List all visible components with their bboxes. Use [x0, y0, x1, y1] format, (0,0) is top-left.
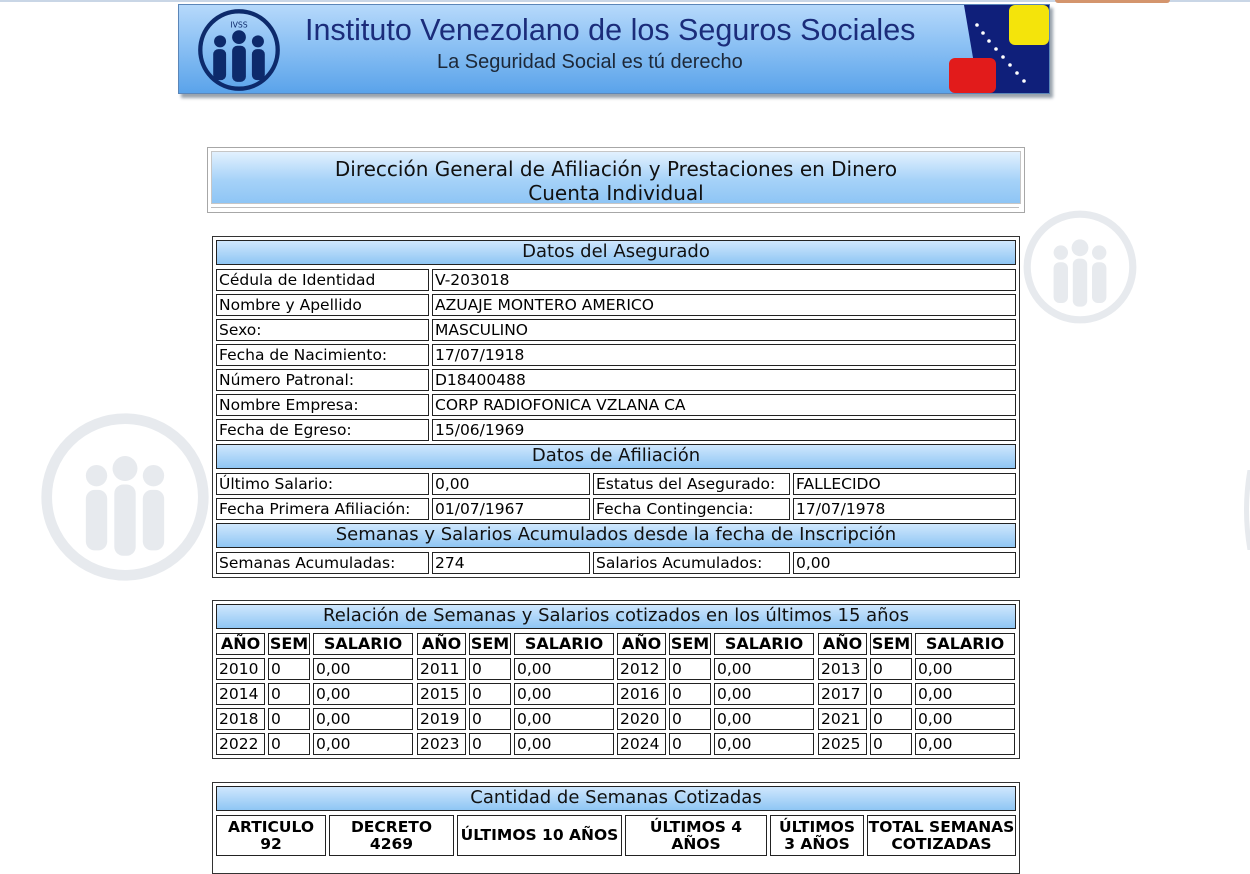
- cotizadas-column-header: ÚLTIMOS 3 AÑOS: [770, 815, 864, 856]
- salarios-acumulados-value: 0,00: [793, 552, 1016, 574]
- relacion-cell: 2023: [417, 733, 466, 755]
- relacion-cell: 0: [669, 658, 711, 680]
- heading-line1: Dirección General de Afiliación y Prestaciones en Dinero: [334, 157, 898, 181]
- relacion-cell: 0,00: [514, 683, 614, 705]
- relacion-cell: 0,00: [714, 708, 814, 730]
- cotizadas-column-header: ÚLTIMOS 4 AÑOS: [625, 815, 767, 856]
- relacion-cell: 0: [268, 683, 310, 705]
- asegurado-label: Número Patronal:: [216, 369, 429, 391]
- relacion-cell: 0: [669, 683, 711, 705]
- banner-subtitle: La Seguridad Social es tú derecho: [437, 51, 743, 73]
- relacion-cell: 0,00: [915, 708, 1015, 730]
- relacion-cell: 0: [669, 733, 711, 755]
- relacion-column-header: SEM: [871, 634, 911, 653]
- ultimo-salario-label: Último Salario:: [216, 473, 429, 495]
- relacion-cell: 0,00: [915, 683, 1015, 705]
- asegurado-value: MASCULINO: [432, 319, 1016, 341]
- relacion-cell: 2018: [216, 708, 265, 730]
- relacion-cell: 0,00: [714, 658, 814, 680]
- relacion-cell: 2010: [216, 658, 265, 680]
- relacion-column-header: AÑO: [818, 633, 867, 655]
- relacion-cell: 0: [469, 733, 511, 755]
- cotizadas-column-header: TOTAL SEMANAS COTIZADAS: [867, 815, 1016, 856]
- ivss-banner: [178, 4, 1050, 94]
- estatus-label: Estatus del Asegurado:: [593, 473, 790, 495]
- relacion-cell: 2021: [818, 708, 867, 730]
- relacion-cell: 0,00: [714, 733, 814, 755]
- cotizadas-column-header: ARTICULO 92: [216, 815, 326, 856]
- relacion-cell: 2013: [818, 658, 867, 680]
- acumulados-header: Semanas y Salarios Acumulados desde la fecha de Inscripción: [216, 523, 1016, 548]
- section-heading: [207, 147, 1025, 213]
- relacion-column-header: SALARIO: [915, 633, 1015, 655]
- afiliacion-header: Datos de Afiliación: [216, 444, 1016, 469]
- relacion-cell: 2012: [617, 658, 666, 680]
- relacion-cell: 0,00: [514, 733, 614, 755]
- relacion-cell: 2024: [617, 733, 666, 755]
- ivss-watermark-right-icon: [1020, 204, 1140, 330]
- asegurado-value: AZUAJE MONTERO AMERICO: [432, 294, 1016, 316]
- heading-divider: [211, 207, 1019, 208]
- relacion-cell: 0: [469, 683, 511, 705]
- relacion-cell: 0: [469, 658, 511, 680]
- estatus-value: FALLECIDO: [793, 473, 1016, 495]
- asegurado-value: CORP RADIOFONICA VZLANA CA: [432, 394, 1016, 416]
- watermark-fragment-icon: [1243, 470, 1250, 550]
- relacion-cell: 0,00: [313, 708, 413, 730]
- relacion-cell: 0,00: [514, 708, 614, 730]
- relacion-cell: 0: [268, 708, 310, 730]
- fecha-primera-afiliacion-value: 01/07/1967: [432, 498, 590, 520]
- relacion-cell: 0,00: [915, 733, 1015, 755]
- fecha-primera-afiliacion-label: Fecha Primera Afiliación:: [216, 498, 429, 520]
- ivss-logo-icon: [195, 7, 283, 93]
- asegurado-label: Cédula de Identidad: [216, 269, 429, 291]
- relacion-cell: 2020: [617, 708, 666, 730]
- relacion-cell: 0,00: [714, 683, 814, 705]
- relacion-cell: 0: [870, 658, 912, 680]
- relacion-column-header: AÑO: [417, 633, 466, 655]
- relacion-cell: 2025: [818, 733, 867, 755]
- venezuela-flag-icon: [949, 5, 1049, 93]
- asegurado-value: V-203018: [432, 269, 1016, 291]
- relacion-cell: 2014: [216, 683, 265, 705]
- fecha-contingencia-value: 17/07/1978: [793, 498, 1016, 520]
- relacion-cell: 0,00: [313, 733, 413, 755]
- relacion-column-header: AÑO: [216, 633, 265, 655]
- cotizadas-column-header: ÚLTIMOS 10 AÑOS: [457, 815, 622, 856]
- asegurado-label: Fecha de Nacimiento:: [216, 344, 429, 366]
- cotizadas-header: Cantidad de Semanas Cotizadas: [216, 786, 1016, 811]
- ultimo-salario-value: 0,00: [432, 473, 590, 495]
- asegurado-value: 15/06/1969: [432, 419, 1016, 441]
- relacion-cell: 2011: [417, 658, 466, 680]
- relacion-cell: 0: [870, 733, 912, 755]
- relacion-column-header: SALARIO: [714, 633, 814, 655]
- fecha-contingencia-label: Fecha Contingencia:: [593, 498, 790, 520]
- asegurado-label: Fecha de Egreso:: [216, 419, 429, 441]
- relacion-cell: 0: [469, 708, 511, 730]
- relacion-cell: 2016: [617, 683, 666, 705]
- relacion-header: Relación de Semanas y Salarios cotizados en los últimos 15 años: [216, 604, 1016, 629]
- relacion-cell: 0,00: [313, 683, 413, 705]
- relacion-cell: 0,00: [313, 658, 413, 680]
- relacion-column-header: SALARIO: [514, 633, 614, 655]
- relacion-cell: 0: [669, 708, 711, 730]
- semanas-acumuladas-label: Semanas Acumuladas:: [216, 552, 429, 574]
- relacion-cell: 0: [870, 683, 912, 705]
- salarios-acumulados-label: Salarios Acumulados:: [593, 552, 790, 574]
- asegurado-label: Nombre y Apellido: [216, 294, 429, 316]
- ivss-watermark-left-icon: [36, 408, 214, 586]
- relacion-column-header: AÑO: [617, 633, 666, 655]
- relacion-column-header: SEM: [670, 634, 710, 653]
- relacion-cell: 2015: [417, 683, 466, 705]
- relacion-cell: 0,00: [915, 658, 1015, 680]
- relacion-column-header: SALARIO: [313, 633, 413, 655]
- relacion-cell: 2022: [216, 733, 265, 755]
- heading-line2: Cuenta Individual: [528, 181, 704, 205]
- relacion-cell: 0: [268, 658, 310, 680]
- cotizadas-column-header: DECRETO 4269: [329, 815, 454, 856]
- asegurado-label: Sexo:: [216, 319, 429, 341]
- asegurado-value: D18400488: [432, 369, 1016, 391]
- relacion-column-header: SEM: [269, 634, 309, 653]
- browser-tab-accent: [1055, 0, 1170, 3]
- banner-title: Instituto Venezolano de los Seguros Sociales: [305, 13, 916, 47]
- relacion-cell: 0,00: [514, 658, 614, 680]
- relacion-column-header: SEM: [470, 634, 510, 653]
- relacion-cell: 0: [870, 708, 912, 730]
- relacion-cell: 0: [268, 733, 310, 755]
- semanas-acumuladas-value: 274: [432, 552, 590, 574]
- relacion-cell: 2017: [818, 683, 867, 705]
- asegurado-header: Datos del Asegurado: [216, 240, 1016, 265]
- asegurado-label: Nombre Empresa:: [216, 394, 429, 416]
- logo-text: IVSS: [230, 20, 248, 30]
- asegurado-value: 17/07/1918: [432, 344, 1016, 366]
- heading-panel: [211, 151, 1021, 204]
- relacion-cell: 2019: [417, 708, 466, 730]
